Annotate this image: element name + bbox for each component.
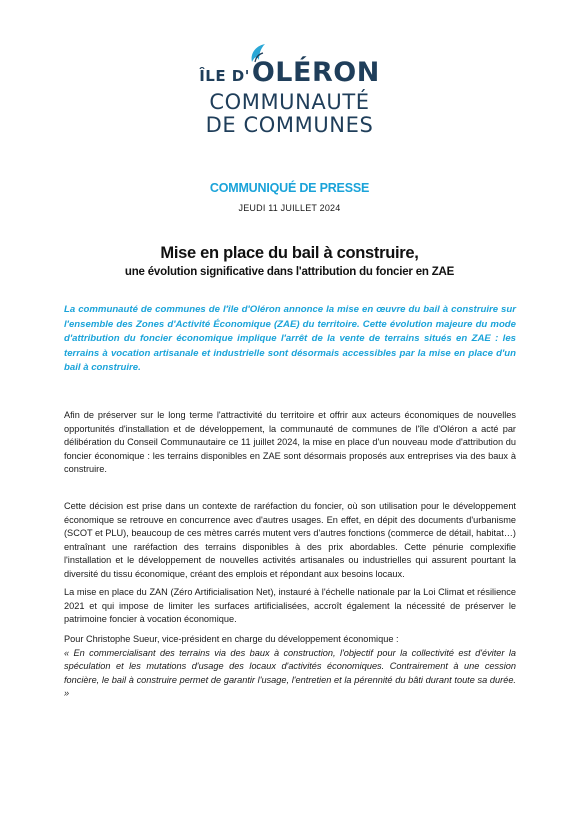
quote-text: « En commercialisant des terrains via des baux à construction, l'objectif pour la collectivité est d'éviter la spéculation et les mutations d'usage des locaux d'activités économiques. Contrairement à une cession foncière, le bail à construire permet de garantir l'usage, l'entretien et la pérennité du bâti durant toute sa durée. » bbox=[64, 647, 516, 699]
page-subtitle: une évolution significative dans l'attribution du foncier en ZAE bbox=[124, 266, 455, 278]
release-date: JEUDI 11 JUILLET 2024 bbox=[238, 203, 341, 213]
quote-intro: Pour Christophe Sueur, vice-président en charge du développement économique : bbox=[64, 634, 399, 644]
body-paragraph-2: Cette décision est prise dans un contexte de raréfaction du foncier, où son utilisation pour le développement économique se retrouve en concurrence avec d'autres usages. En effet, en dépit des documents d'urbanisme (SCOT et PLU), beaucoup de ces mètres carrés mutent vers d'autres fonctions (commerce de détail, habitat…) entraînant une raréfaction des terrains disponibles à des prix abordables. Cette pénurie complexifie l'installation et le développement de nouvelles activités artisanales ou industrielles qui assurent pourtant la diversité du tissu économique, créant des emplois et répondant aux besoins locaux. bbox=[64, 501, 516, 579]
logo-line-communaute: COMMUNAUTÉ bbox=[209, 90, 370, 114]
logo-prefix: ÎLE D' bbox=[199, 67, 250, 85]
body-paragraph-3: La mise en place du ZAN (Zéro Artificialisation Net), instauré à l'échelle nationale par la Loi Climat et résilience 2021 et qui impose de limiter les surfaces artificialisées, accroît également la nécessité de préserver le patrimoine foncier à vocation économique. bbox=[64, 587, 516, 625]
quote-block bbox=[64, 633, 516, 701]
wave-leaf-icon bbox=[246, 42, 268, 64]
logo bbox=[0, 58, 579, 137]
body-paragraph-1: Afin de préserver sur le long terme l'attractivité du territoire et offrir aux acteurs économiques de nouvelles opportunités d'installation et de développement, la communauté de communes de l'île d'Oléron a acté par délibération du Conseil Communautaire ce 11 juillet 2024, la mise en place d'un nouveau mode d'attribution du foncier économique : les terrains disponibles en ZAE sont désormais proposés aux entreprises via des baux à construire. bbox=[64, 410, 516, 475]
press-release-label: COMMUNIQUÉ DE PRESSE bbox=[209, 181, 370, 195]
lead-paragraph: La communauté de communes de l'île d'Oléron annonce la mise en œuvre du bail à construire sur l'ensemble des Zones d'Activité Économique (ZAE) du territoire. Cette évolution majeure du mode d'attribution du foncier économique implique l'arrêt de la vente de terrains situés en ZAE : les terrains à vocation artisanale et industrielle sont désormais accessibles par la mise en place d'un bail à construire. bbox=[64, 304, 516, 373]
logo-line-communes: DE COMMUNES bbox=[205, 113, 374, 137]
page-title: Mise en place du bail à construire, bbox=[160, 244, 419, 262]
logo-name: OLÉRON bbox=[251, 57, 380, 88]
logo-wordmark bbox=[199, 58, 380, 91]
